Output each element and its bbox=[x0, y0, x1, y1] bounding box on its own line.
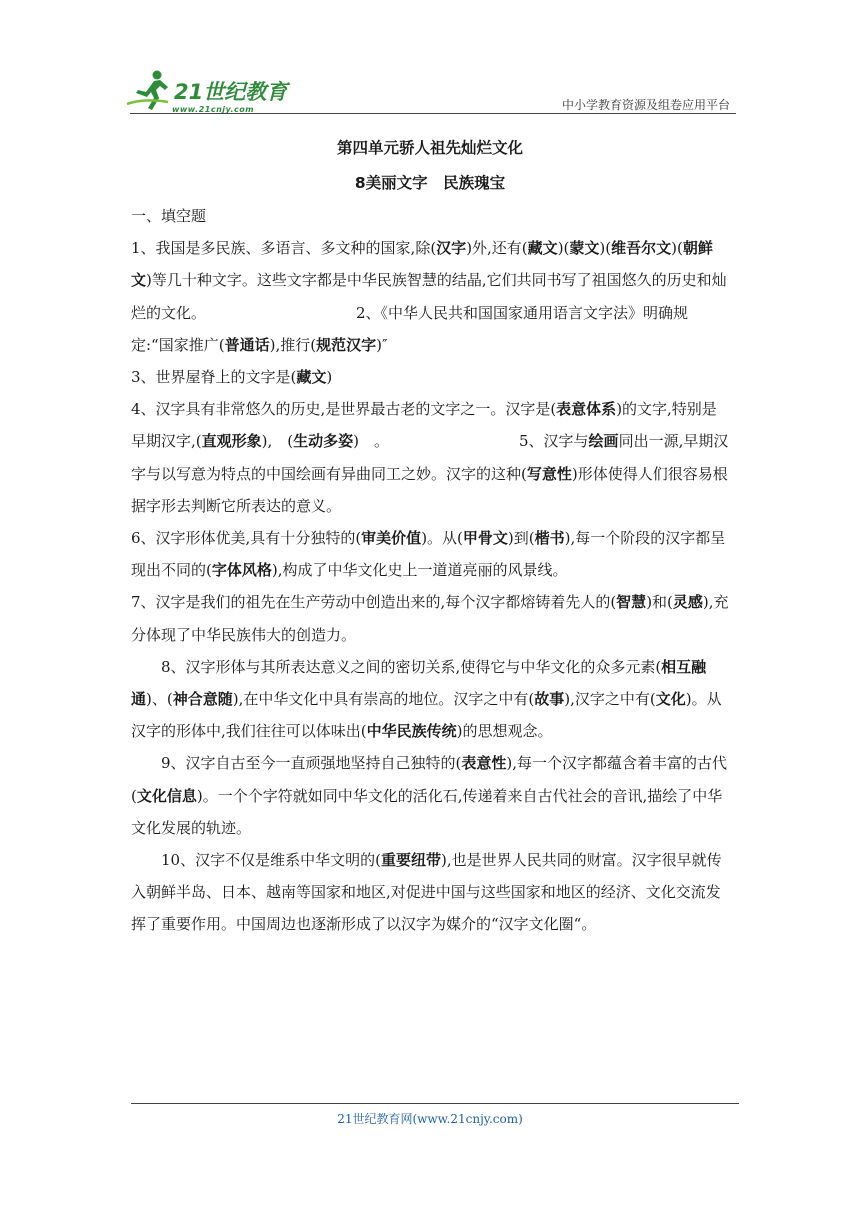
answer: 文化信息 bbox=[136, 786, 197, 805]
answer: 甲骨文 bbox=[462, 529, 508, 548]
answer: 神合意随 bbox=[172, 690, 233, 709]
section-heading: 一、填空题 bbox=[131, 207, 207, 225]
answer: 直观形象 bbox=[201, 432, 262, 451]
answer: 普通话 bbox=[224, 335, 270, 354]
question-5: 5、汉字与绘画同出一源,早期汉字与以写意为特点的中国绘画有异曲同工之妙。汉字的这种(写意性)形体使得人们很容易根据字形去判断它所表达的意义。 bbox=[131, 432, 729, 515]
answer: 绘画 bbox=[588, 432, 619, 451]
answer: 维吾尔文 bbox=[611, 239, 672, 258]
answer: 智慧 bbox=[616, 593, 647, 612]
answer: 规范汉字 bbox=[316, 335, 377, 354]
answer: 表意体系 bbox=[556, 400, 617, 419]
answer: 审美价值 bbox=[361, 529, 422, 548]
footer-divider bbox=[131, 1103, 739, 1104]
answer: 文化 bbox=[655, 690, 686, 709]
header-slogan: 中小学教育资源及组卷应用平台 bbox=[561, 98, 730, 112]
answer: 表意性 bbox=[461, 754, 507, 773]
answer: 朝鲜文 bbox=[131, 239, 713, 290]
header-divider bbox=[130, 113, 736, 114]
answer: 写意性 bbox=[526, 464, 572, 483]
question-3: 3、世界屋脊上的文字是(藏文) bbox=[131, 368, 333, 387]
answer: 藏文 bbox=[527, 239, 558, 258]
running-man-icon bbox=[124, 68, 176, 114]
logo-text: 21世纪教育 bbox=[174, 80, 288, 104]
unit-title: 第四单元骄人祖先灿烂文化 bbox=[336, 139, 523, 157]
answer: 字体风格 bbox=[211, 561, 272, 580]
question-7: 7、汉字是我们的祖先在生产劳动中创造出来的,每个汉字都熔铸着先人的(智慧)和(灵感),充分体现了中华民族伟大的创造力。 bbox=[131, 593, 729, 644]
worksheet-body bbox=[131, 200, 729, 941]
answer: 藏文 bbox=[296, 368, 327, 387]
answer: 相互融通 bbox=[131, 657, 707, 709]
question-1: 1、我国是多民族、多语言、多文种的国家,除(汉字)外,还有(藏文)(蒙文)(维吾尔文)(朝鲜文)等几十种文字。这些文字都是中华民族智慧的结晶,它们共同书写了祖国悠久的历史和灿烂的文化。 2、《中华人民共和国国家通用语言文字法》明确规定:“国家推广(普通话),推行(规范汉字)″ bbox=[131, 239, 727, 354]
question-6: 6、汉字形体优美,具有十分独特的(审美价值)。从(甲骨文)到(楷书),每一个阶段的汉字都呈现出不同的(字体风格),构成了中华文化史上一道道亮丽的风景线。 bbox=[131, 529, 726, 580]
answer: 汉字 bbox=[436, 239, 467, 258]
site-logo[interactable] bbox=[124, 68, 294, 114]
page-header bbox=[124, 62, 736, 122]
answer: 蒙文 bbox=[569, 239, 600, 258]
lesson-title: 8美丽文字 民族瑰宝 bbox=[354, 174, 506, 192]
answer: 生动多姿 bbox=[293, 432, 354, 451]
question-10: 10、汉字不仅是维系中华文明的(重要纽带),也是世界人民共同的财富。汉字很早就传入朝鲜半岛、日本、越南等国家和地区,对促进中国与这些国家和地区的经济、文化交流发挥了重要作用。中国周边也逐渐形成了以汉字为媒介的“汉字文化圈“。 bbox=[131, 851, 722, 934]
question-8: 8、汉字形体与其所表达意义之间的密切关系,使得它与中华文化的众多元素(相互融通)、(神合意随),在中华文化中具有崇高的地位。汉字之中有(故事),汉字之中有(文化)。从汉字的形体中,我们往往可以体味出(中华民族传统)的思想观念。 bbox=[131, 657, 722, 741]
question-4: 4、汉字具有非常悠久的历史,是世界最古老的文字之一。汉字是(表意体系)的文字,特别是早期汉字,(直观形象), (生动多姿) 。 5、汉字与绘画同出一源,早期汉字与以写意为特点的中国绘画有异曲同工之妙。汉字的这种(写意性)形体使得人们很容易根据字形去判断它所表达的意义。 bbox=[131, 400, 729, 515]
question-2: 2、《中华人民共和国国家通用语言文字法》明确规定:“国家推广(普通话),推行(规范汉字)″ bbox=[131, 303, 689, 354]
answer: 重要纽带 bbox=[380, 851, 441, 870]
answer: 中华民族传统 bbox=[366, 722, 457, 741]
answer: 灵感 bbox=[672, 593, 703, 612]
footer-link[interactable]: 21世纪教育网(www.21cnjy.com) bbox=[337, 1112, 523, 1126]
answer: 故事 bbox=[534, 690, 565, 709]
logo-url: www.21cnjy.com bbox=[172, 105, 255, 114]
answer: 楷书 bbox=[534, 529, 565, 548]
question-9: 9、汉字自古至今一直顽强地坚持自己独特的(表意性),每一个汉字都蕴含着丰富的古代(文化信息)。一个个字符就如同中华文化的活化石,传递着来自古代社会的音讯,描绘了中华文化发展的轨迹。 bbox=[131, 754, 728, 837]
